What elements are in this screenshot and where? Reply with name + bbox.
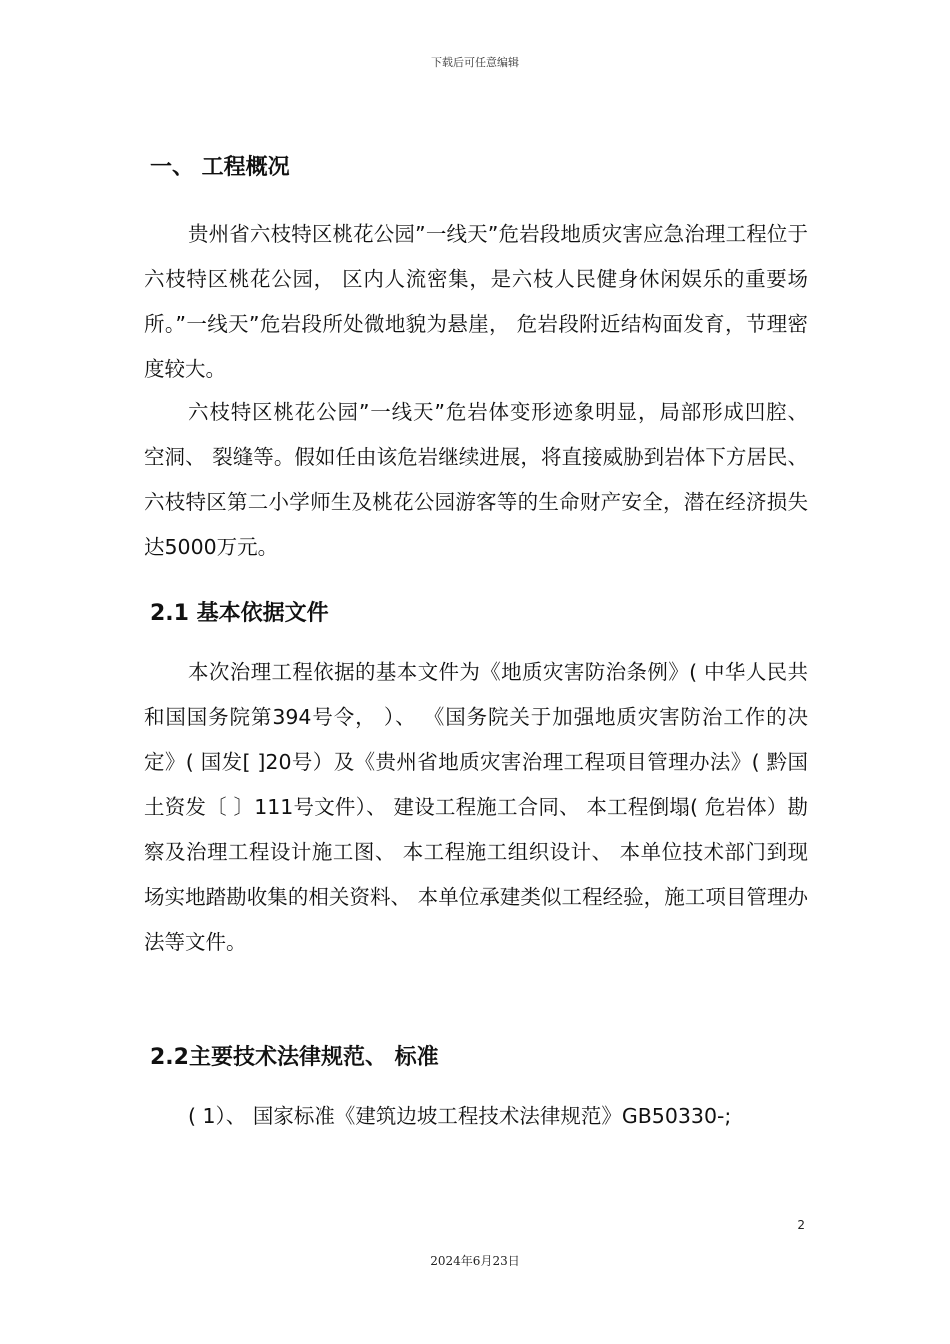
page-number: 2 (797, 1218, 805, 1232)
paragraph-overview-2: 六枝特区桃花公园”一线天”危岩体变形迹象明显，局部形成凹腔、 空洞、 裂缝等。假如任由该危岩继续进展，将直接威胁到岩体下方居民、 六枝特区第二小学师生及桃花公园游客等的生命财产安全，潜在经济损失达5000万元。 (144, 400, 808, 559)
section-title-overview: 一、 工程概况 (150, 155, 290, 180)
header-note: 下载后可任意编辑 (431, 56, 519, 69)
section-title-standards: 2.2主要技术法律规范、 标准 (150, 1045, 439, 1070)
section-title-basis: 2.1 基本依据文件 (150, 601, 329, 626)
paragraph-overview-1: 贵州省六枝特区桃花公园”一线天”危岩段地质灾害应急治理工程位于六枝特区桃花公园， 区内人流密集，是六枝人民健身休闲娱乐的重要场所。”一线天”危岩段所处微地貌为悬崖， 危岩段附近结构面发育，节理密度较大。 (144, 222, 808, 381)
paragraph-basis-1: 本次治理工程依据的基本文件为《地质灾害防治条例》( 中华人民共和国国务院第394号令， ）、 《国务院关于加强地质灾害防治工作的决定》( 国发[ ]20号）及《贵州省地质灾害治理工程项目管理办法》( 黔国土资发〔 〕111号文件）、 建设工程施工合同、 本工程倒塌( 危岩体）勘察及治理工程设计施工图、 本工程施工组织设计、 本单位技术部门到现场实地踏勘收集的相关资料、 本单位承建类似工程经验，施工项目管理办法等文件。 (144, 660, 808, 954)
paragraph-standards-1: ( 1）、 国家标准《建筑边坡工程技术法律规范》GB50330-; (188, 1104, 732, 1128)
footer-date: 2024年6月23日 (430, 1254, 520, 1268)
